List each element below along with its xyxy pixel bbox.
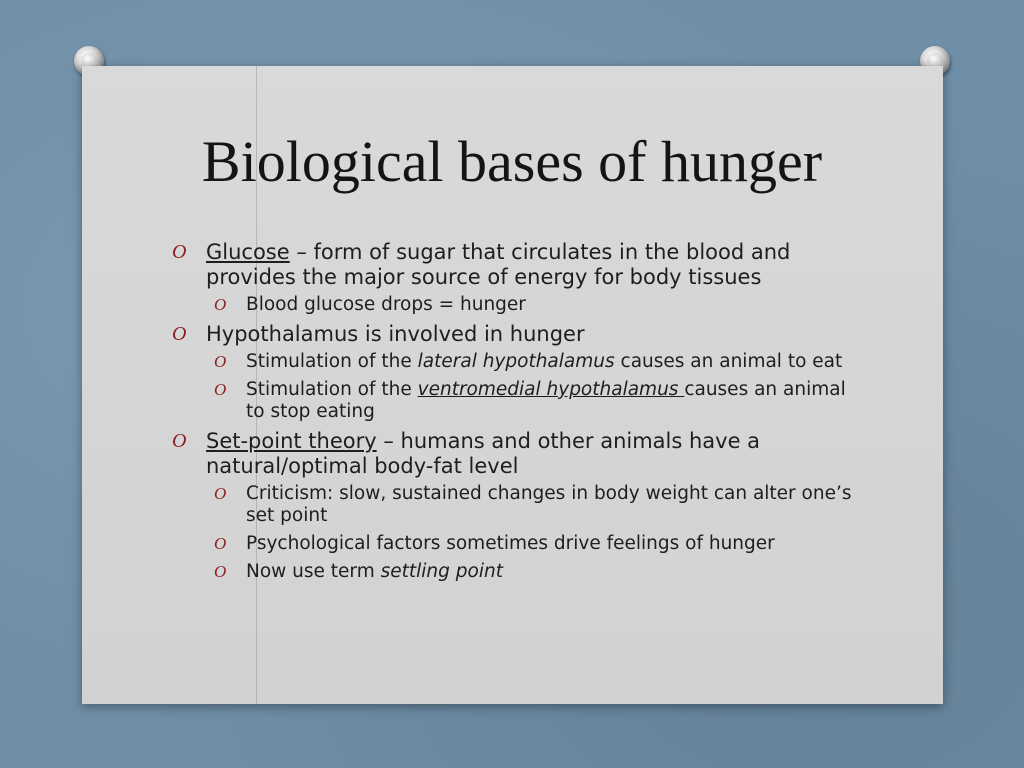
bullet-hypothalamus xyxy=(170,322,860,347)
term-glucose: Glucose xyxy=(206,240,290,264)
bullet-icon: O xyxy=(214,380,227,399)
bullet-set-point xyxy=(170,429,860,479)
slide-content xyxy=(170,240,860,589)
bullet-icon: O xyxy=(172,241,187,263)
bullet-text-post: causes an animal to stop eating xyxy=(246,379,846,422)
bullet-icon: O xyxy=(172,430,187,452)
term-set-point: Set-point theory xyxy=(206,429,377,453)
sub-bullet xyxy=(170,483,860,527)
bullet-glucose xyxy=(170,240,860,290)
bullet-text: Criticism: slow, sustained changes in body weight can alter one’s set point xyxy=(246,483,852,526)
bullet-icon: O xyxy=(172,323,187,345)
bullet-icon: O xyxy=(214,534,227,553)
bullet-icon: O xyxy=(214,484,227,503)
sub-bullet xyxy=(170,351,860,373)
bullet-text-pre: Stimulation of the xyxy=(246,379,418,400)
italic-term: lateral hypothalamus xyxy=(417,351,615,372)
sub-bullet xyxy=(170,533,860,555)
slide-title: Biological bases of hunger xyxy=(201,129,823,194)
bullet-text: Psychological factors sometimes drive feelings of hunger xyxy=(246,533,775,554)
bullet-text-pre: Now use term xyxy=(246,561,381,582)
italic-term: settling point xyxy=(380,561,503,582)
bullet-text-post: causes an animal to eat xyxy=(614,351,843,372)
bullet-text: – form of sugar that circulates in the blood and provides the major source of energy for body tissues xyxy=(206,240,791,289)
bullet-text: Hypothalamus is involved in hunger xyxy=(206,322,585,346)
bullet-text-pre: Stimulation of the xyxy=(246,351,418,372)
sub-bullet xyxy=(170,294,860,316)
sub-bullet xyxy=(170,561,860,583)
bullet-icon: O xyxy=(214,352,227,371)
sub-bullet xyxy=(170,379,860,423)
bullet-icon: O xyxy=(214,295,227,314)
bullet-icon: O xyxy=(214,562,227,581)
bullet-text: – humans and other animals have a natural/optimal body-fat level xyxy=(206,429,761,478)
italic-term: ventromedial hypothalamus xyxy=(417,379,685,400)
bullet-text: Blood glucose drops = hunger xyxy=(246,294,526,315)
